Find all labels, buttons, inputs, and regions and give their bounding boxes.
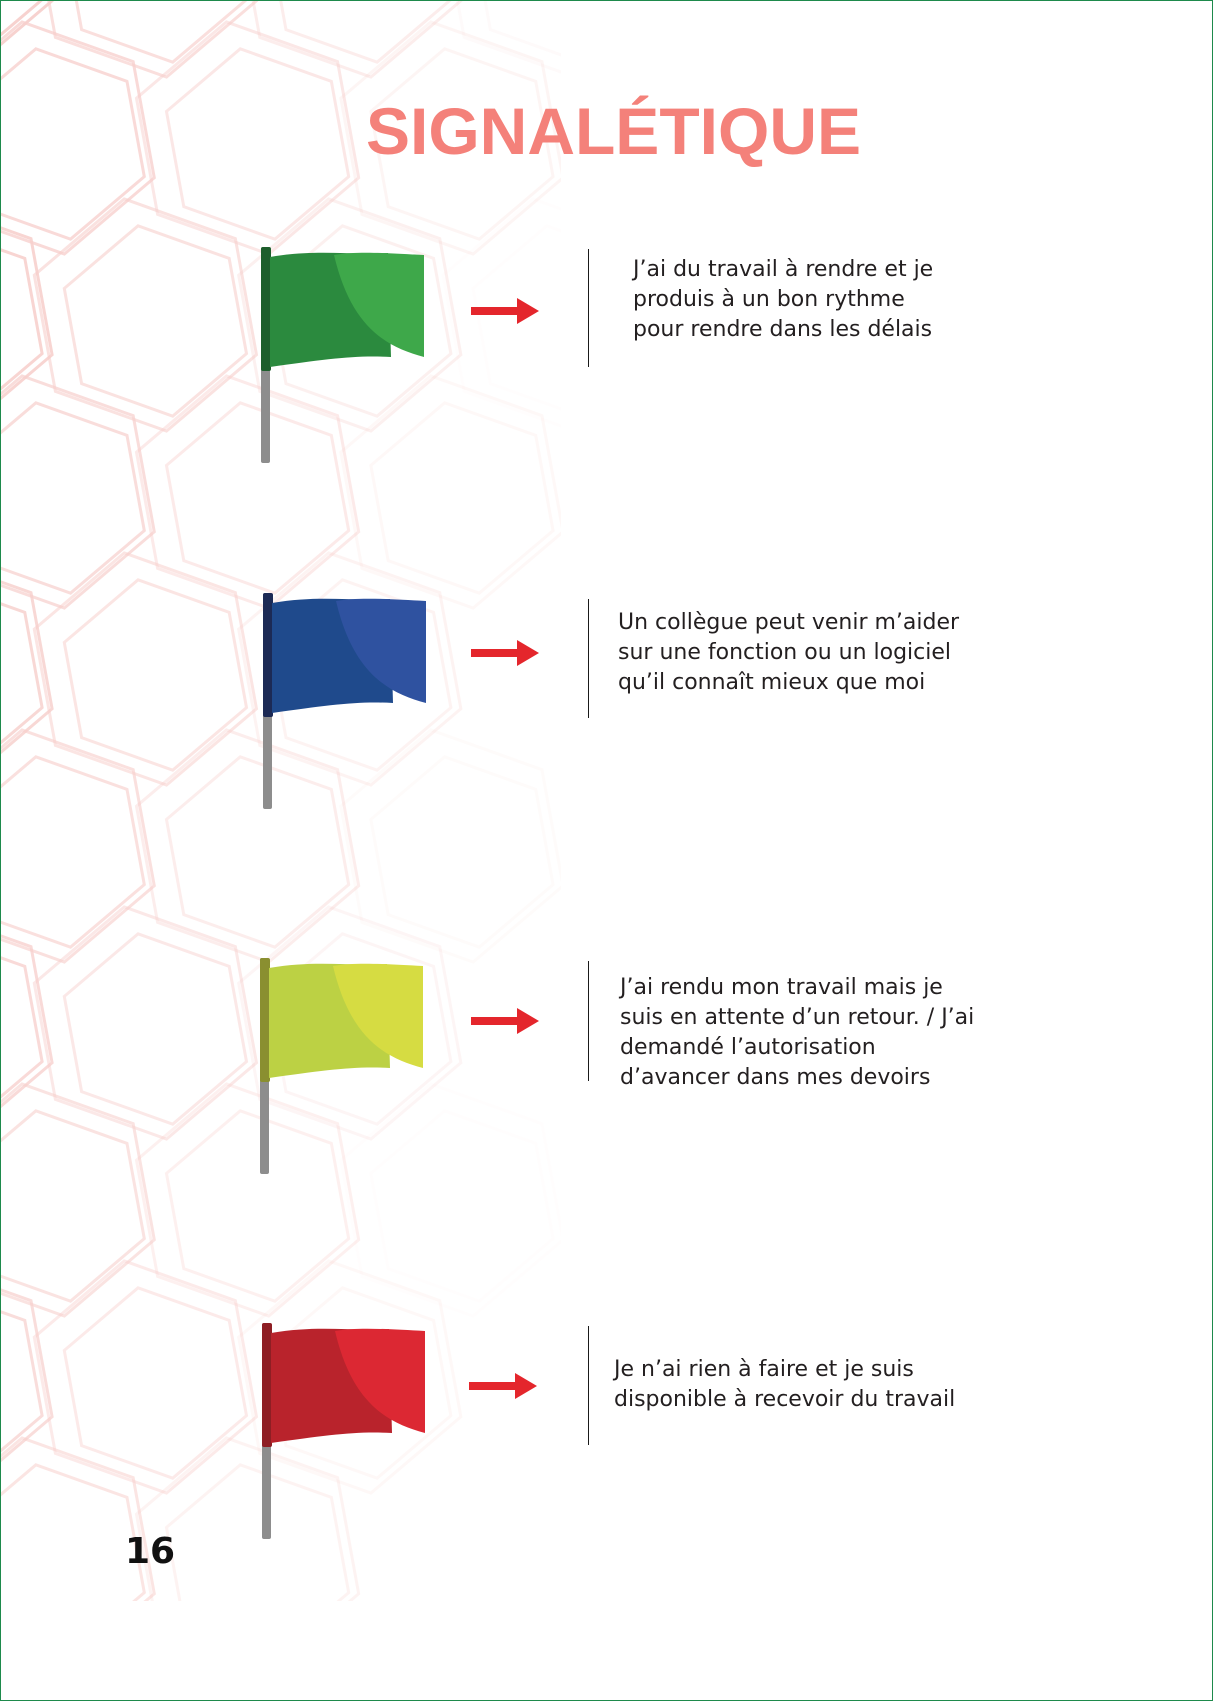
divider-line	[588, 1326, 589, 1445]
description-text: Je n’ai rien à faire et je suis disponible à recevoir du travail	[614, 1357, 956, 1412]
hexagon-outline	[1, 403, 144, 593]
hexagon-outline	[1, 1, 42, 62]
hexagon-outline	[1, 730, 154, 962]
divider-line	[588, 961, 589, 1081]
red-arrow-icon	[469, 638, 541, 668]
red-arrow-icon	[469, 296, 541, 326]
hexagon-outline	[1, 1111, 144, 1301]
divider-line	[588, 249, 589, 367]
hexagon-outline	[1, 757, 144, 947]
hexagon-outline	[1, 1084, 154, 1316]
red-arrow-icon	[467, 1371, 539, 1401]
page-number: 16	[125, 1531, 176, 1572]
blue-flag-icon	[258, 593, 438, 813]
hexagon-outline	[1, 1465, 144, 1601]
red-arrow-icon	[469, 1006, 541, 1036]
yellow-green-flag-icon	[255, 958, 435, 1178]
description-text: J’ai rendu mon travail mais je suis en attente d’un retour. / J’ai demandé l’autorisation d’avancer dans mes devoirs	[620, 975, 975, 1090]
divider-line	[588, 599, 589, 718]
red-flag-icon	[257, 1323, 437, 1543]
description-text: J’ai du travail à rendre et je produis à un bon rythme pour rendre dans les délais	[633, 257, 934, 342]
page-title: SIGNALÉTIQUE	[365, 94, 862, 168]
green-flag-icon	[256, 247, 436, 467]
hexagon-outline	[1, 376, 154, 608]
description-text: Un collègue peut venir m’aider sur une fonction ou un logiciel qu’il connaît mieux que moi	[618, 610, 960, 695]
